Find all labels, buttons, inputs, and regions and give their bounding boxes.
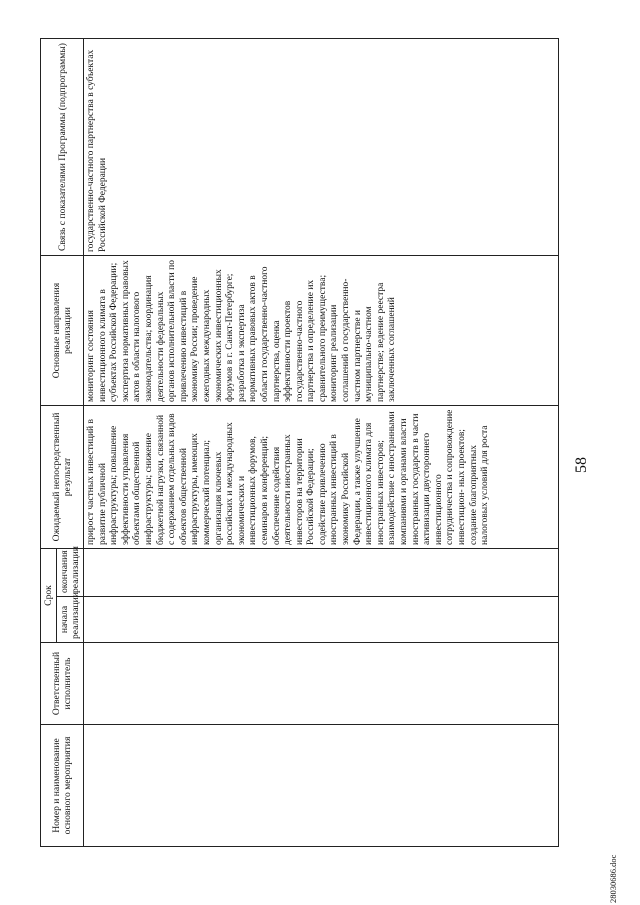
cell-term-start	[84, 597, 559, 643]
header-term-start: начала реализации	[57, 597, 84, 643]
footer-filename: 28030686.doc	[608, 854, 618, 903]
header-term: Срок	[41, 549, 57, 643]
page-number: 58	[573, 457, 590, 473]
cell-responsible	[84, 643, 559, 725]
cell-number-name	[84, 725, 559, 847]
header-links: Связь с показателями Программы (подпрограммы)	[41, 39, 84, 256]
header-responsible: Ответственный исполнитель	[41, 643, 84, 725]
header-number-name: Номер и наименование основного мероприятия	[41, 725, 84, 847]
cell-links: государственно-частного партнерства в субъектах Российской Федерации	[84, 39, 559, 256]
header-expected-result: Ожидаемый непосредственный результат	[41, 406, 84, 549]
header-term-end: окончания реализации	[57, 549, 84, 597]
program-activities-table	[40, 38, 559, 847]
table-row	[84, 39, 559, 847]
cell-term-end	[84, 549, 559, 597]
cell-expected-result: прирост частных инвестиций в развитие публичной инфраструктуры; повышение эффективности управления объектами общественной инфраструктуры; снижение бюджетной нагрузки, связанной с содержанием отдельных видов объектов общественной инфраструктуры, имеющих коммерческий потенциал; организация ключевых российских и международных экономических и инвестиционных форумов, семинаров и конференций; обеспечение содействия деятельности иностранных инвесторов на территории Российской Федерации; содействие привлечению иностранных инвестиций в экономику Российской Федерации, а также улучшение инвестиционного климата для иностранных инвесторов; взаимодействие с иностранными компаниями и органами власти иностранных государств в части активизации двустороннего инвестиционного сотрудничества и сопровождение инвестицион- ных проектов; создание благоприятных налоговых условий для роста	[84, 406, 559, 549]
header-directions: Основные направления реализации	[41, 256, 84, 406]
table-header-row	[41, 39, 57, 847]
cell-directions: мониторинг состояния инвестиционного климата в субъектах Российской Федерации; экспертиза нормативных правовых актов в области налогового законодательства; координация деятельности федеральных органов исполнительной власти по привлечению инвестиций в экономику России; проведение ежегодных международных экономических инвестиционных форумов в г. Санкт-Петербурге; разработка и экспертиза нормативных правовых актов в области государственно-частного партнерства, оценка эффективности проектов государственно-частного партнерства и определение их сравнительного преимущества; мониторинг реализации соглашений о государственно-частном партнерстве и муниципально-частном партнерстве; ведение реестра заключенных соглашений	[84, 256, 559, 406]
